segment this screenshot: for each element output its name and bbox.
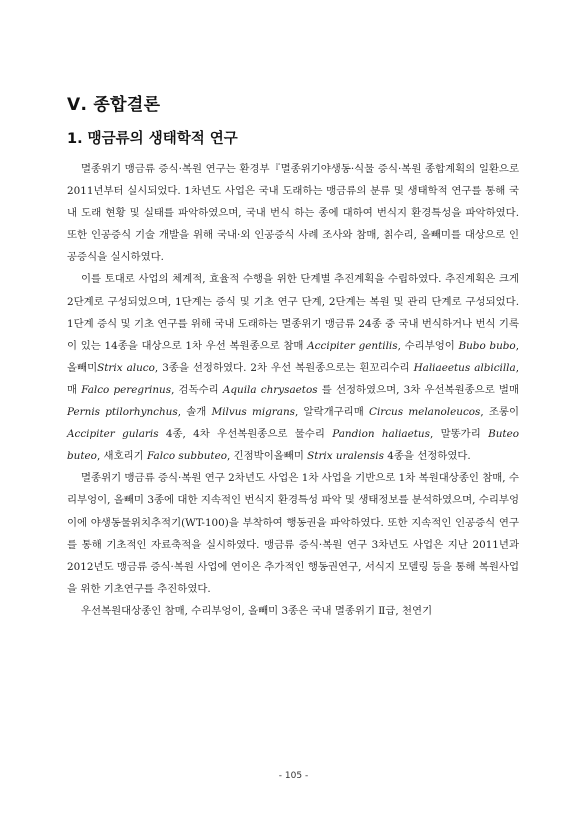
species-name: Accipiter gentilis bbox=[307, 339, 398, 352]
paragraph-text: , 조롱이 bbox=[480, 406, 520, 419]
paragraph bbox=[67, 158, 519, 268]
subsection-heading: 1. 맹금류의 생태학적 연구 bbox=[67, 131, 238, 147]
species-name: Pernis ptilorhynchus bbox=[67, 406, 178, 419]
species-name: Buteo buteo bbox=[67, 428, 519, 463]
species-name: Pandion haliaetus bbox=[332, 428, 430, 441]
species-name: Aquila chrysaetos bbox=[222, 383, 318, 396]
species-name: Accipiter gularis bbox=[67, 428, 159, 441]
paragraph-text: 멸종위기 맹금류 증식·복원 연구 2차년도 사업은 1차 사업을 기반으로 1차 복원대상종인 참매, 수리부엉이, 올빼미 3종에 대한 지속적인 번식지 환경특성 파악 및 생태정보를 분석하였으며, 수리부엉이에 야생동물위치추적기(WT-100)을 부착하여 행동권을 파악하였다. 또한 지속적인 인공증식 연구를 통해 기초적인 자료축적을 실시하였다. 맹금류 증식·복원 연구 3차년도 사업은 지난 2011년과 2012년도 맹금류 증식·복원 사업에 연이은 추가적인 행동권연구, 서식지 모델링 등을 통해 복원사업을 위한 기초연구를 추진하였다. bbox=[67, 472, 519, 595]
species-name: Falco peregrinus bbox=[81, 383, 172, 396]
paragraph-text: 이를 토대로 사업의 체계적, 효율적 수행을 위한 단계별 추진계획을 수립하였다. 추진계획은 크게 2단계로 구성되었으며, 1단계는 증식 및 기초 연구 단계, 2단계는 복원 및 관리 단계로 구성되었다. 1단계 증식 및 기초 연구를 위해 국내 도래하는 멸종위기 맹금류 24종 중 국내 번식하거나 번식 기록이 있는 14종을 대상으로 1차 우선 복원종으로 참매 bbox=[67, 273, 519, 352]
section-heading: Ⅴ. 종합결론 bbox=[67, 95, 161, 115]
species-name: Strix aluco bbox=[97, 361, 155, 374]
paragraph-text: 4종을 선정하였다. bbox=[383, 450, 471, 463]
page-number: - 105 - bbox=[278, 771, 309, 781]
paragraph-text: 4종, 4차 우선복원종으로 물수리 bbox=[158, 428, 333, 441]
paragraph-text: 멸종위기 맹금류 증식·복원 연구는 환경부『멸종위기야생동·식물 증식·복원 종합계획의 일환으로 2011년부터 실시되었다. 1차년도 사업은 국내 도래하는 맹금류의 분류 및 생태학적 연구를 통해 국내 도래 현황 및 실태를 파악하였으며, 국내 번식 하는 종에 대하여 번식지 환경특성을 파악하였다. 또한 인공증식 기술 개발을 위해 국내·외 인공증식 사례 조사와 참매, 칡수리, 올빼미를 대상으로 인공증식을 실시하였다. bbox=[67, 163, 519, 264]
paragraph-text: , 알락개구리매 bbox=[295, 406, 369, 419]
paragraph-text: , 수리부엉이 bbox=[397, 339, 459, 352]
paragraph-text: , 솔개 bbox=[177, 406, 212, 419]
species-name: Falco subbuteo bbox=[147, 450, 227, 463]
paragraph bbox=[67, 600, 519, 622]
species-name: Haliaeetus albicilla bbox=[413, 361, 516, 374]
paragraph-text: , 매 bbox=[67, 361, 519, 396]
species-name: Milvus migrans bbox=[211, 406, 295, 419]
body-text bbox=[67, 158, 519, 622]
paragraph-text: , 검독수리 bbox=[171, 383, 223, 396]
paragraph bbox=[67, 467, 519, 600]
paragraph-text: , 긴점박이올빼미 bbox=[227, 450, 308, 463]
paragraph-text: , 3종을 선정하였다. 2차 우선 복원종으로는 흰꼬리수리 bbox=[154, 361, 414, 374]
species-name: Circus melanoleucos bbox=[369, 406, 481, 419]
paragraph-text: , 올빼미 bbox=[67, 339, 519, 374]
paragraph-text: 를 선정하였으며, 3차 우선복원종으로 벌매 bbox=[317, 383, 519, 396]
paragraph bbox=[67, 268, 519, 467]
species-name: Bubo bubo bbox=[458, 339, 516, 352]
paragraph-text: , 말똥가리 bbox=[429, 428, 489, 441]
species-name: Strix uralensis bbox=[307, 450, 384, 463]
paragraph-text: , 새호리기 bbox=[96, 450, 147, 463]
paragraph-text: 우선복원대상종인 참매, 수리부엉이, 올빼미 3종은 국내 멸종위기 Ⅱ급, 천연기 bbox=[81, 604, 433, 617]
